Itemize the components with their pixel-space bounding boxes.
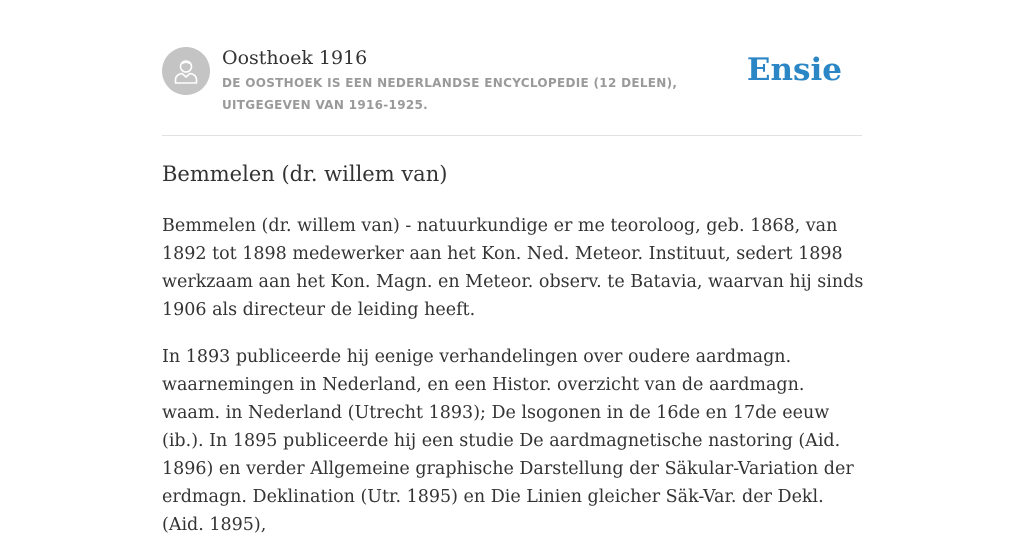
- ensie-logo-link[interactable]: Ensie: [746, 52, 842, 88]
- user-icon: [171, 56, 201, 86]
- source-title[interactable]: Oosthoek 1916: [222, 47, 368, 69]
- source-description: DE OOSTHOEK IS EEN NEDERLANDSE ENCYCLOPEDIE (12 DELEN), UITGEGEVEN VAN 1916-1925.: [222, 76, 678, 112]
- header-divider: [162, 135, 862, 136]
- source-header: [162, 46, 862, 118]
- entry-title: Bemmelen (dr. willem van): [162, 162, 448, 186]
- entry-body: [162, 212, 866, 558]
- entry-paragraph-2: In 1893 publiceerde hij eenige verhandelingen over oudere aardmagn. waarnemingen in Nederland, en een Histor. overzicht van de aardmagn. waam. in Nederland (Utrecht 1893); De lsogonen in de 16de en 17de eeuw (ib.). In 1895 publiceerde hij een studie De aardmagnetische nastoring (Aid. 1896) en verder Allgemeine graphische Darstellung der Säkular-Variation der erdmagn. Deklination (Utr. 1895) en Die Linien gleicher Säk-Var. der Dekl. (Aid. 1895),: [162, 347, 854, 535]
- avatar[interactable]: [162, 47, 210, 95]
- entry-paragraph-1: Bemmelen (dr. willem van) - natuurkundige er me teoroloog, geb. 1868, van 1892 tot 1898 medewerker aan het Kon. Ned. Meteor. Instituut, sedert 1898 werkzaam aan het Kon. Magn. en Meteor. observ. te Batavia, waarvan hij sinds 1906 als directeur de leiding heeft.: [162, 216, 864, 320]
